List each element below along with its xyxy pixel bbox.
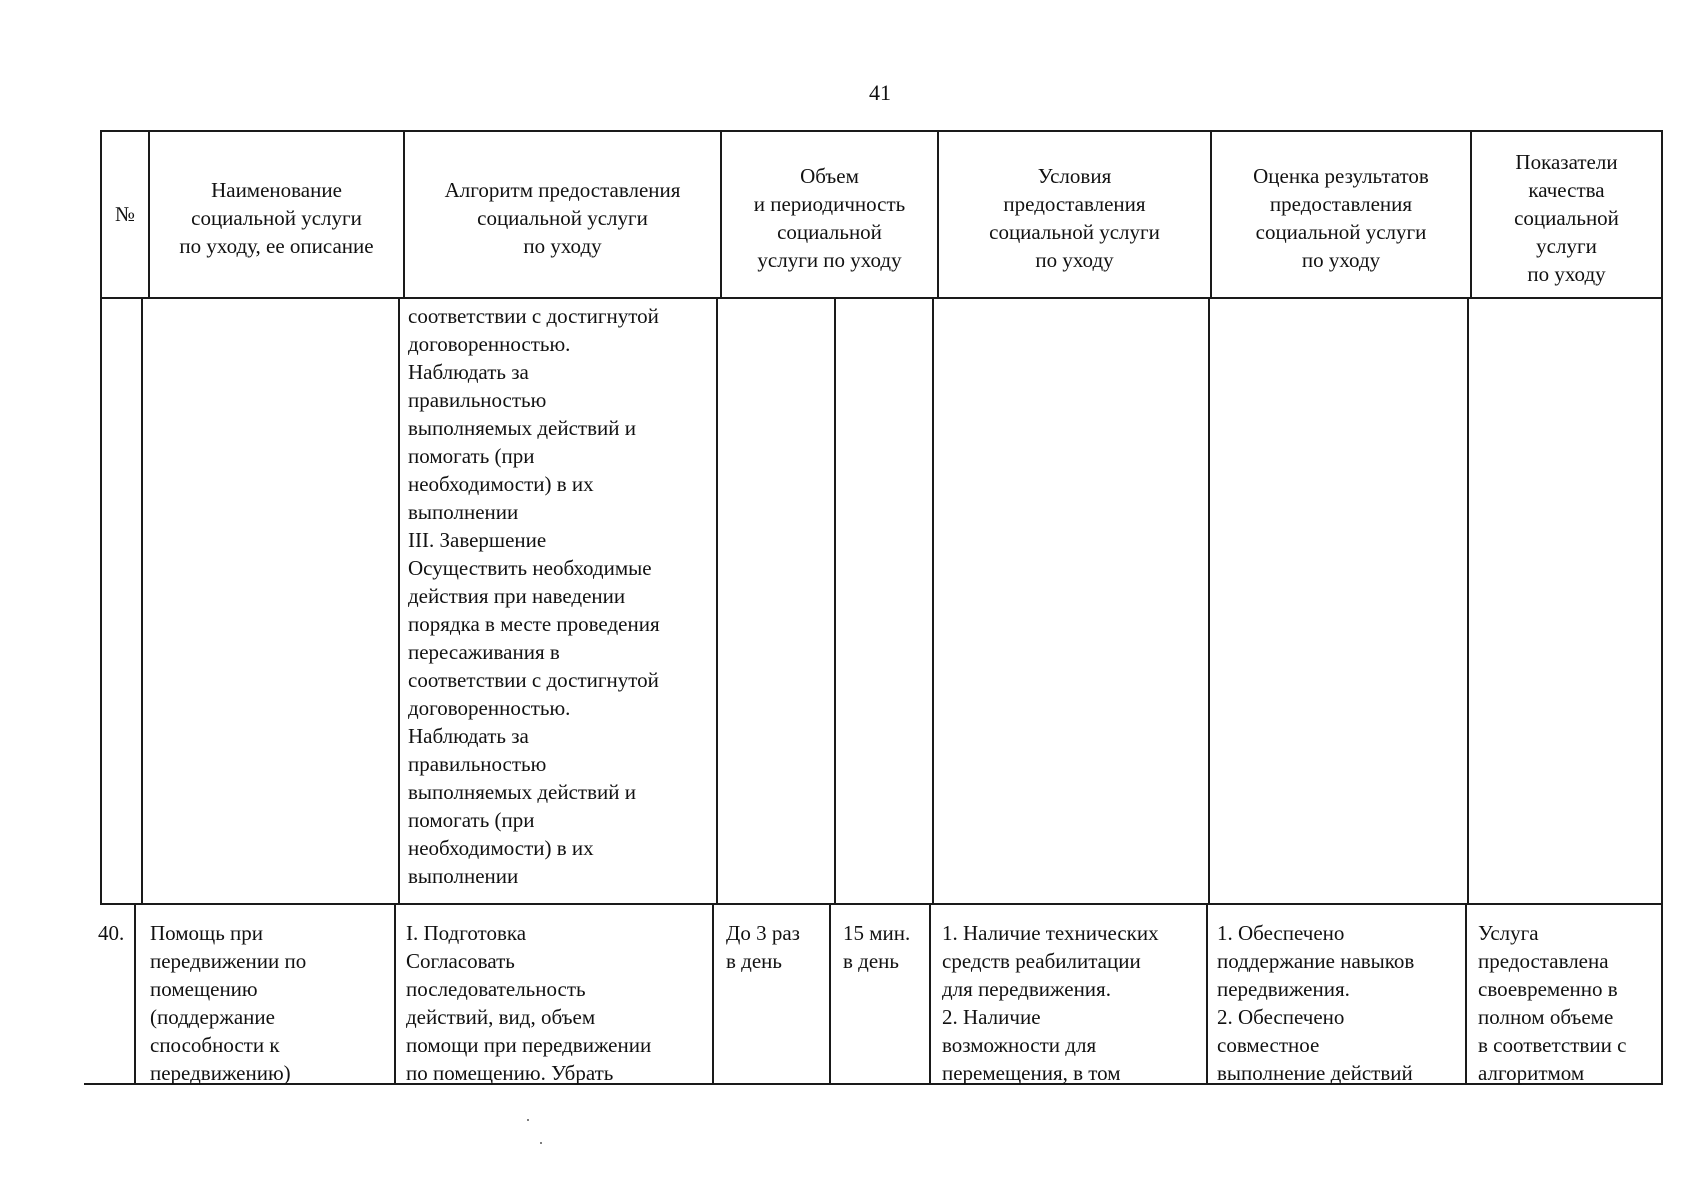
row-40-evaluation: 1. Обеспечено поддержание навыков передвижения. 2. Обеспечено совместное выполнение действий: [1217, 921, 1415, 1085]
row-40-algorithm: I. Подготовка Согласовать последовательность действий, вид, объем помощи при передвижении по помещению. Убрать: [406, 921, 652, 1085]
row-divider: [100, 903, 1663, 905]
col-border: [1661, 297, 1663, 905]
col-border: [1661, 903, 1663, 1084]
col-border: [141, 297, 143, 905]
row-40-duration: 15 мин. в день: [843, 921, 911, 973]
col-border: [829, 903, 831, 1084]
col-border: [394, 903, 396, 1084]
col-border: [398, 297, 400, 905]
header-algorithm: Алгоритм предоставления социальной услуги по уходу: [444, 178, 681, 258]
col-border: [834, 297, 836, 905]
col-border: [712, 903, 714, 1084]
col-border: [1467, 297, 1469, 905]
page-number: 41: [869, 80, 891, 105]
continued-algorithm-text: соответствии с достигнутой договоренностью. Наблюдать за правильностью выполняемых действий и помогать (при необходимости) в их выполнении III. Завершение Осуществить необходимые действия при наведении порядка в месте проведения пересаживания в соответствии с достигнутой договоренностью. Наблюдать за правильностью выполняемых действий и помогать (при необходимости) в их выполнении: [408, 304, 660, 888]
col-border: [716, 297, 718, 905]
col-border: [1465, 903, 1467, 1084]
header-num: №: [114, 202, 136, 226]
header-service-name: Наименование социальной услуги по уходу, ее описание: [179, 178, 374, 258]
header-volume: Объем и периодичность социальной услуги по уходу: [753, 164, 906, 272]
header-conditions: Условия предоставления социальной услуги по уходу: [989, 164, 1160, 272]
col-border: [929, 903, 931, 1084]
header-quality: Показатели качества социальной услуги по уходу: [1514, 150, 1619, 286]
col-border: [1661, 130, 1663, 299]
header-evaluation: Оценка результатов предоставления социальной услуги по уходу: [1253, 164, 1429, 272]
row-40-conditions: 1. Наличие технических средств реабилитации для передвижения. 2. Наличие возможности для перемещения, в том: [942, 921, 1159, 1085]
col-border: [1206, 903, 1208, 1084]
row-40-number: 40.: [98, 921, 125, 945]
row-40-quality: Услуга предоставлена своевременно в полном объеме в соответствии с алгоритмом: [1478, 921, 1627, 1085]
col-border: [932, 297, 934, 905]
table-top-border: [100, 130, 1663, 132]
col-border: [1208, 297, 1210, 905]
row-40-service-name: Помощь при передвижении по помещению (поддержание способности к передвижению): [150, 921, 307, 1085]
scan-speck: [527, 1119, 529, 1121]
col-border: [100, 297, 102, 905]
header-bottom-border: [100, 297, 1663, 299]
scan-speck: [540, 1142, 542, 1144]
row-40-frequency: До 3 раз в день: [726, 921, 800, 973]
col-border: [134, 903, 136, 1084]
